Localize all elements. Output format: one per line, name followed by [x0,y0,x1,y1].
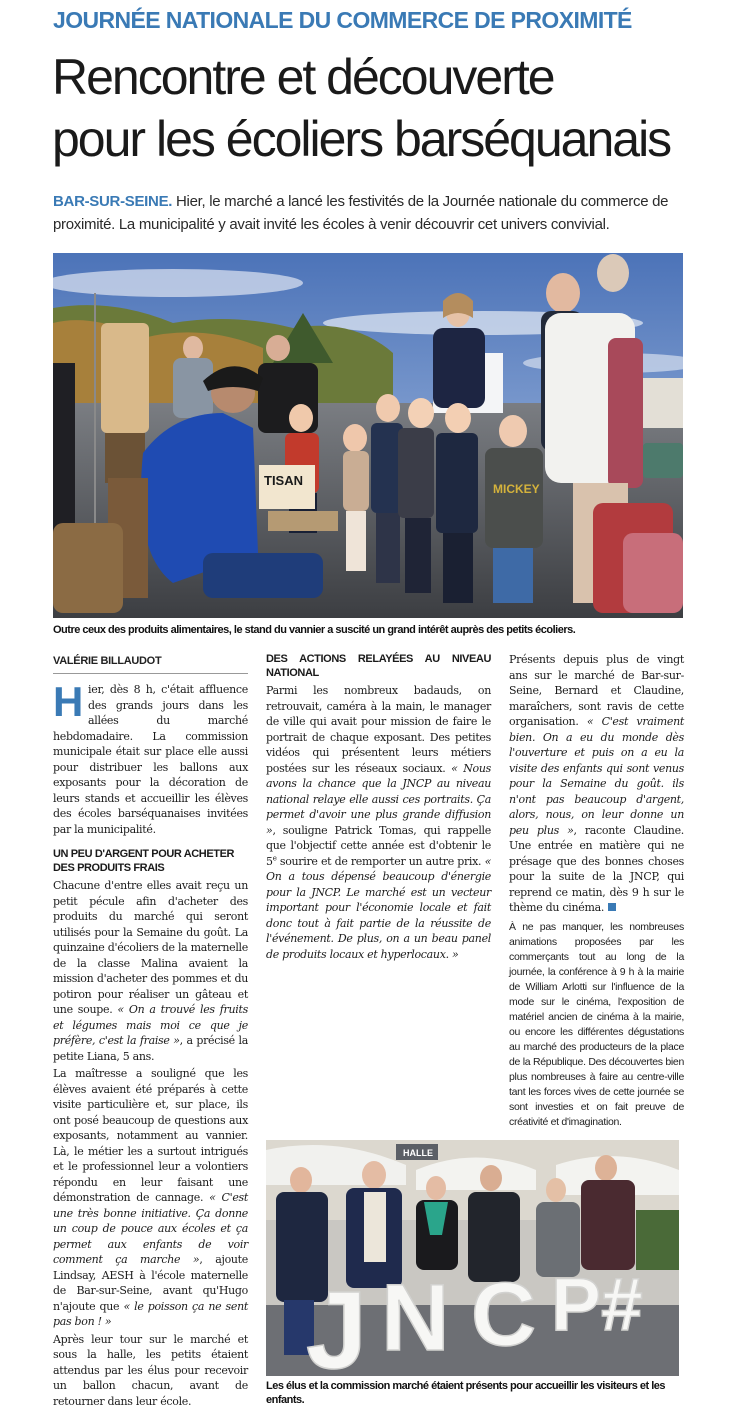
article-lead [53,190,683,236]
paragraph-3-mid: , ajoute Lindsay, AESH à l'école maternelle de Bar-sur-Seine, avant qu'Hugo n'ajoute que [53,1253,248,1313]
photo2-letter-c: C [471,1264,536,1365]
photo-market-basket-weaver [53,253,683,618]
photo2-halle-sign: HALLE [403,1147,433,1158]
article-headline [52,46,670,170]
quote-lindsay: « C'est une très bonne initiative. Ça donne un coup de pouce aux écoles et ça permet aux enfants de voir comment ça marche » [53,1191,248,1266]
photo1-sign-text: TISAN [264,473,303,488]
photo2-letters-p-hash: P# [551,1261,643,1346]
paragraph-3 [53,1066,248,1330]
author-byline: VALÉRIE BILLAUDOT [53,655,162,667]
photo1-sweater-text: MICKEY [493,482,540,496]
paragraph-4: Après leur tour sur le marché et sous la halle, les petits étaient attendus par les élus pour recevoir un ballon chacun, avant de retourner dans leur école. [53,1332,248,1408]
photo2-letter-j: J [306,1268,368,1376]
paragraph-5-mid-2: sourire et de remporter un autre prix. [276,854,485,868]
paragraph-5-mid: , souligne Patrick Tomas, qui rappelle que l'objectif cette année est d'obtenir le 5 [266,823,491,868]
lead-text: Hier, le marché a lancé les festivités de la Journée nationale du commerce de proximité. La municipalité y avait invité les écoles à venir découvrir cet univers convivial. [53,193,669,233]
subheading-1-line-2: DES PRODUITS FRAIS [53,862,165,874]
quote-hugo: « le poisson ça ne sent pas bon ! » [53,1299,248,1328]
paragraph-5-text: Parmi les nombreux badauds, on retrouvait, caméra à la main, le manager de ville qui avait pour mission de faire le portrait de chaque exposant. Des petites vidéos qui présentent leurs métiers postées sur les réseaux sociaux. [266,684,491,775]
article-kicker: JOURNÉE NATIONALE DU COMMERCE DE PROXIMITÉ [53,7,632,33]
subheading-1 [53,847,248,875]
photo2-block [266,1140,684,1407]
paragraph-2-end: , a précisé la petite Liana, 5 ans. [53,1034,248,1063]
quote-patrick-tomas: « On a tous dépensé beaucoup d'énergie pour la JNCP. Le marché est un vecteur important pour l'économie locale et fait donc tout à fait partie de la réussite de l'événement. De plus, on a un beau panel de produits locaux et hyperlocaux. » [266,854,491,961]
end-of-article-mark-icon [608,903,616,911]
right-columns-text [266,652,684,1130]
right-columns [266,652,684,1407]
headline-line-2: pour les écoliers barséquanais [52,111,671,167]
ordinal-superscript: e [272,853,277,862]
photo-jncp-committee [266,1140,679,1376]
paragraph-3-text: La maîtresse a souligné que les élèves avaient été préparés à cette visite particulière et, sur place, ils ont posé beaucoup de questions aux exposants, notamment au vannier. Là, le métier les a surtout intrigués et le professionnel leur a volontiers répondu en leur faisant une démonstration de cannage. [53,1067,248,1204]
paragraph-5 [266,683,491,962]
headline-line-1: Rencontre et découverte [52,49,554,105]
sidebar-note: À ne pas manquer, les nombreuses animations proposées par les commerçants tout au long de la journée, la conférence à 9 h à la mairie de William Arlotti sur l'influence de la mode sur le cinéma, l'exposition de matériel ancien de cinéma à la mairie, ou encore les différentes dégustations au marché des producteurs de la place de la République. Des découvertes bien plus nombreuses à faire au centre-ville tant les forces vives de cette journée se sont investies et on fait preuve de créativité et d'imagination. [509,920,684,1128]
paragraph-1: ier, dès 8 h, c'était affluence des grands jours dans les allées du marché hebdomadaire. La commission municipale était sur place elle aussi pour distribuer les ballons aux exposants pour la décoration de leurs stands et accueillir les élèves des écoles barséquanaises invitées par la municipalité. [53,683,248,836]
drop-cap: H [53,678,84,725]
photo2-letter-n: N [381,1264,450,1371]
subheading-1-line-1: UN PEU D'ARGENT POUR ACHETER [53,848,235,860]
article-column-2 [266,652,491,964]
paragraph-6 [509,652,684,916]
paragraph-2 [53,878,248,1064]
article-column-1 [53,678,248,1411]
dateline-place: BAR-SUR-SEINE. [53,193,173,210]
photo1-caption: Outre ceux des produits alimentaires, le stand du vannier a suscité un grand intérêt auprès des petits écoliers. [53,624,576,636]
paragraph-6-text: Présents depuis plus de vingt ans sur le marché de Bar-sur-Seine, Bernard et Claudine, maraîchers, sont ravis de cette organisation. [509,653,684,728]
paragraph-6-end: , raconte Claudine. Une entrée en matière qui ne présage que des bonnes choses pour la suite de la JNCP, qui reprend ce matin, dès 9 h sur le thème du cinéma. [509,823,684,914]
article-column-3 [509,652,684,1130]
photo2-caption: Les élus et la commission marché étaient présents pour accueillir les visiteurs et les enfants. [266,1379,666,1406]
subheading-2: DES ACTIONS RELAYÉES AU NIVEAU NATIONAL [266,653,491,679]
quote-liana: « On a trouvé les fruits et légumes mais moi ce que je préfère, c'est la fraise » [53,1003,248,1047]
paragraph-2-text: Chacune d'entre elles avait reçu un petit pécule afin d'acheter des produits du marché qui seront utilisés pour la Semaine du goût. La quinzaine d'écoliers de la maternelle de la classe Malina avaient la mission d'acheter des pommes et du potiron pour réaliser un gâteau et une soupe. [53,879,248,1016]
quote-jncp: « Nous avons la chance que la JNCP au niveau national relaye elle aussi ces portraits. Ça permet d'avoir une plus grande diffusion » [266,761,491,837]
quote-claudine: « C'est vraiment bien. On a eu du monde dès l'ouverture et puis on a eu la visite des enfants qui sont venus pour la Semaine du goût. ils n'ont pas beaucoup d'argent, alors, nous, on leur donne un peu plus » [509,715,684,837]
byline-divider [53,673,248,674]
